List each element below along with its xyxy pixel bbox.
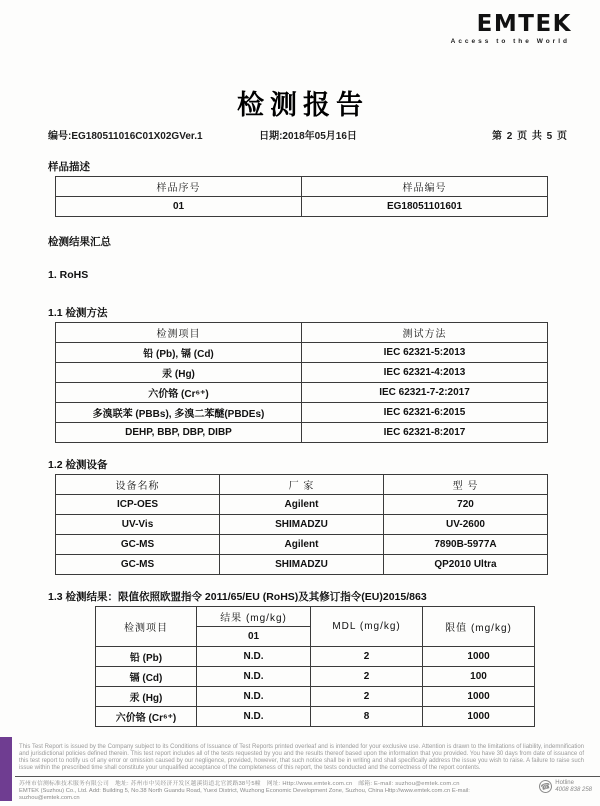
equipment-maker: Agilent bbox=[220, 495, 384, 515]
report-number-value: EG180511016C01X02GVer.1 bbox=[71, 131, 203, 142]
equipment-maker: SHIMADZU bbox=[220, 515, 384, 535]
result-value-header: 结果 (mg/kg) bbox=[196, 607, 310, 627]
hotline bbox=[539, 780, 592, 793]
result-limit: 100 bbox=[423, 667, 535, 687]
method-item: DEHP, BBP, DBP, DIBP bbox=[56, 423, 302, 443]
table-header-row bbox=[56, 177, 548, 197]
brand-logo bbox=[0, 0, 600, 45]
brand-logo-text: EMTEK bbox=[476, 11, 572, 37]
result-value: N.D. bbox=[196, 707, 310, 727]
rohs-heading: 1. RoHS bbox=[48, 269, 89, 281]
method-standard: IEC 62321-7-2:2017 bbox=[302, 383, 548, 403]
method-item-header: 检测项目 bbox=[56, 323, 302, 343]
results-table bbox=[95, 606, 535, 727]
result-mdl: 2 bbox=[311, 687, 423, 707]
footer-company-en: EMTEK (Suzhou) Co., Ltd. Add: Building 5, No.38 North Guandu Road, Yuexi District, Wuzhong Economic Development Zone, Suzhou, China Http://www.emtek.com.cn E-mail: suzhou@emtek.com.cn bbox=[19, 788, 470, 802]
method-standard: IEC 62321-6:2015 bbox=[302, 403, 548, 423]
report-meta-row bbox=[0, 127, 600, 142]
phone-icon: ☎ bbox=[538, 779, 554, 795]
table-row bbox=[56, 343, 548, 363]
equipment-model-header: 型 号 bbox=[384, 475, 548, 495]
table-row bbox=[56, 515, 548, 535]
table-row bbox=[56, 383, 548, 403]
sample-description-heading: 样品描述 bbox=[48, 161, 90, 173]
equipment-model: 720 bbox=[384, 495, 548, 515]
table-row bbox=[56, 403, 548, 423]
equipment-maker: Agilent bbox=[220, 535, 384, 555]
method-item: 铅 (Pb), 镉 (Cd) bbox=[56, 343, 302, 363]
sample-id-value: EG18051101601 bbox=[302, 197, 548, 217]
result-limit: 1000 bbox=[423, 647, 535, 667]
method-standard-header: 测试方法 bbox=[302, 323, 548, 343]
result-value: N.D. bbox=[196, 667, 310, 687]
table-header-row bbox=[96, 607, 535, 627]
equipment-name: ICP-OES bbox=[56, 495, 220, 515]
result-item: 六价铬 (Cr⁶⁺) bbox=[96, 707, 197, 727]
table-row bbox=[56, 535, 548, 555]
table-row bbox=[96, 667, 535, 687]
method-item: 多溴联苯 (PBBs), 多溴二苯醚(PBDEs) bbox=[56, 403, 302, 423]
result-mdl: 2 bbox=[311, 647, 423, 667]
method-item: 六价铬 (Cr⁶⁺) bbox=[56, 383, 302, 403]
result-mdl: 8 bbox=[311, 707, 423, 727]
equipment-model: 7890B-5977A bbox=[384, 535, 548, 555]
equipment-table bbox=[55, 474, 548, 575]
sample-description-table bbox=[55, 176, 548, 217]
result-sample-col-header: 01 bbox=[196, 627, 310, 647]
results-heading: 1.3 检测结果：限值依照欧盟指令 2011/65/EU (RoHS)及其修订指令(EU)2015/863 bbox=[48, 591, 427, 603]
equipment-name-header: 设备名称 bbox=[56, 475, 220, 495]
result-mdl-header: MDL (mg/kg) bbox=[311, 607, 423, 647]
table-row bbox=[96, 647, 535, 667]
result-limit: 1000 bbox=[423, 707, 535, 727]
table-row bbox=[56, 363, 548, 383]
result-item: 铅 (Pb) bbox=[96, 647, 197, 667]
table-row bbox=[56, 495, 548, 515]
result-limit-header: 限值 (mg/kg) bbox=[423, 607, 535, 647]
footer-company-info bbox=[19, 781, 508, 803]
table-row bbox=[56, 423, 548, 443]
equipment-name: GC-MS bbox=[56, 555, 220, 575]
test-methods-table bbox=[55, 322, 548, 443]
brand-tagline: Access to the World bbox=[450, 38, 570, 45]
sample-no-value: 01 bbox=[56, 197, 302, 217]
report-number-label: 编号: bbox=[48, 131, 72, 142]
hotline-label: Hotline bbox=[555, 780, 574, 786]
result-value: N.D. bbox=[196, 687, 310, 707]
table-row bbox=[56, 197, 548, 217]
table-row bbox=[96, 707, 535, 727]
disclaimer-text: This Test Report is issued by the Company subject to its Conditions of Issuance of Test Reports printed overleaf and is intended for your exclusive use. Attention is drawn to the limitations of liability, indemnification and jurisdictional policies defined therein. This test report includes all of the tests requested by you and the results thereof based upon the information that you provided. You have 30 days from date of issuance of this test report to notify us of any error or omission caused by our negligence, provided, however, that such notice shall be in writing and shall specifically address the issue you wish to raise. A failure to raise such issue within the prescribed time shall constitute your unqualified acceptance of the completeness of this report, the tests conducted and the correctness of the report contents. bbox=[19, 744, 584, 771]
sample-no-header: 样品序号 bbox=[56, 177, 302, 197]
result-limit: 1000 bbox=[423, 687, 535, 707]
result-item: 汞 (Hg) bbox=[96, 687, 197, 707]
report-date-label: 日期: bbox=[259, 131, 283, 142]
result-item-header: 检测项目 bbox=[96, 607, 197, 647]
report-date bbox=[259, 127, 357, 142]
report-date-value: 2018年05月16日 bbox=[282, 131, 357, 142]
equipment-model: UV-2600 bbox=[384, 515, 548, 535]
result-mdl: 2 bbox=[311, 667, 423, 687]
equipment-maker: SHIMADZU bbox=[220, 555, 384, 575]
hotline-text bbox=[555, 780, 592, 793]
equipment-name: GC-MS bbox=[56, 535, 220, 555]
method-standard: IEC 62321-8:2017 bbox=[302, 423, 548, 443]
sample-id-header: 样品编号 bbox=[302, 177, 548, 197]
report-title: 检测报告 bbox=[237, 90, 369, 120]
method-standard: IEC 62321-5:2013 bbox=[302, 343, 548, 363]
table-row bbox=[96, 687, 535, 707]
table-header-row bbox=[56, 475, 548, 495]
report-number bbox=[48, 127, 259, 142]
report-body bbox=[0, 159, 600, 727]
hotline-number: 4008 838 258 bbox=[555, 786, 592, 793]
method-standard: IEC 62321-4:2013 bbox=[302, 363, 548, 383]
page-indicator: 第 2 页 共 5 页 bbox=[491, 131, 568, 142]
footer-company-cn: 苏州市信测标准技术服务有限公司 地址: 苏州市中吴经济开发区越溪街道北官渡路38号5幢 网址: Http://www.emtek.com.cn 邮箱: E-mail: suzhou@emtek.com.cn bbox=[19, 781, 460, 787]
equipment-maker-header: 厂 家 bbox=[220, 475, 384, 495]
result-value: N.D. bbox=[196, 647, 310, 667]
methods-heading: 1.1 检测方法 bbox=[48, 307, 108, 319]
table-row bbox=[56, 555, 548, 575]
accent-bar bbox=[0, 737, 12, 801]
equipment-model: QP2010 Ultra bbox=[384, 555, 548, 575]
equipment-heading: 1.2 检测设备 bbox=[48, 459, 108, 471]
equipment-name: UV-Vis bbox=[56, 515, 220, 535]
footer-divider bbox=[15, 776, 600, 777]
result-item: 镉 (Cd) bbox=[96, 667, 197, 687]
summary-heading: 检测结果汇总 bbox=[48, 236, 111, 248]
table-header-row bbox=[56, 323, 548, 343]
method-item: 汞 (Hg) bbox=[56, 363, 302, 383]
